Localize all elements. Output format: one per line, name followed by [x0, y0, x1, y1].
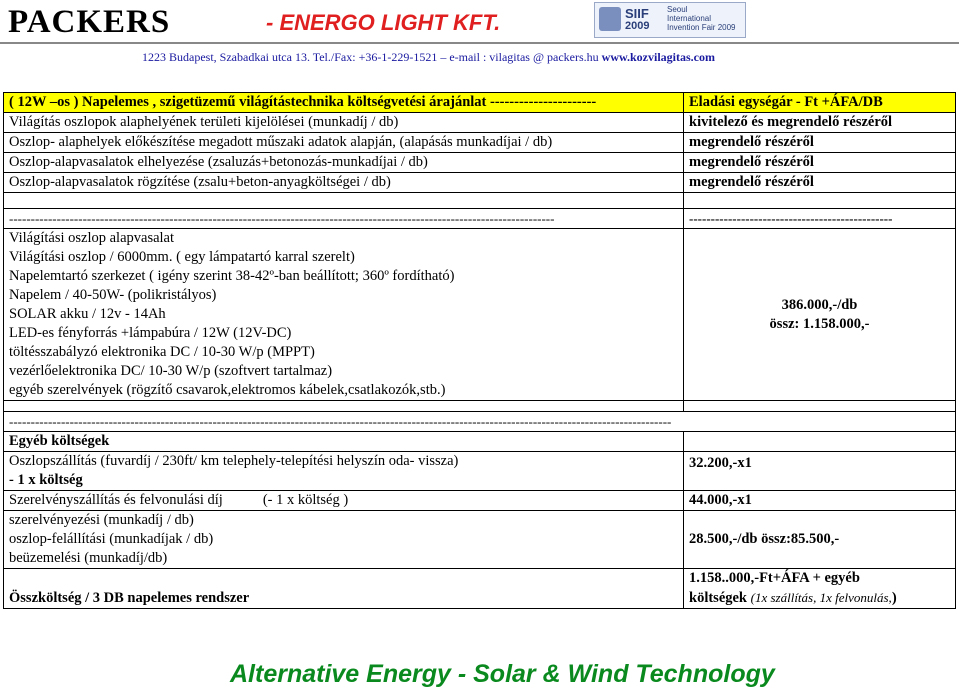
prep-desc: Oszlop-alapvasalatok elhelyezése (zsaluzás+betonozás-munkadíjai / db) [4, 153, 684, 173]
item: egyéb szerelvények (rögzítő csavarok,elektromos kábelek,csatlakozók,stb.) [9, 382, 446, 398]
item: Napelemtartó szerkezet ( igény szerint 38-42º-ban beállított; 360º fordítható) [9, 268, 455, 284]
total-row [4, 569, 956, 609]
packers-logo: PACKERS [8, 4, 171, 40]
transport-desc: Oszlopszállítás (fuvardíj / 230ft/ km telephely-telepítési helyszín oda- vissza) - 1 x költség [4, 452, 684, 491]
separator-left: ------------------------------------------------------------------------------------------------------------------------------ [4, 209, 684, 229]
contact-line: 1223 Budapest, Szabadkai utca 13. Tel./Fax: +36-1-229-1521 – e-mail : vilagitas @ packers.hu www.kozvilagitas.com [142, 50, 715, 64]
prep-responsible: megrendelő részéről [684, 133, 956, 153]
spacer-row [4, 193, 956, 209]
prep-responsible: megrendelő részéről [684, 173, 956, 193]
assembly-price: 44.000,-x1 [684, 491, 956, 511]
title-row [4, 93, 956, 113]
item: Napelem / 40-50W- (polikristályos) [9, 287, 217, 303]
header-divider [0, 42, 959, 44]
website-link[interactable]: www.kozvilagitas.com [601, 50, 715, 64]
fair-emblem-icon [599, 7, 621, 31]
footer-slogan: Alternative Energy - Solar & Wind Technology [230, 660, 775, 688]
item: Világítási oszlop / 6000mm. ( egy lámpatartó karral szerelt) [9, 249, 355, 265]
prep-desc: Oszlop- alaphelyek előkészítése megadott műszaki adatok alapján, (alapásás munkadíjai / db) [4, 133, 684, 153]
prep-desc: Oszlop-alapvasalatok rögzítése (zsalu+beton-anyagköltségei / db) [4, 173, 684, 193]
total-price: 1.158..000,-Ft+ÁFA + egyéb költségek (1x szállítás, 1x felvonulás,) [684, 569, 956, 609]
transport-row [4, 452, 956, 491]
quote-table [3, 92, 956, 609]
separator-right: ----------------------------------------------- [684, 209, 956, 229]
prep-row [4, 173, 956, 193]
separator-row [4, 209, 956, 229]
assembly-row [4, 491, 956, 511]
system-price [684, 229, 956, 401]
prep-responsible: kivitelező és megrendelő részéről [684, 113, 956, 133]
install-desc: szerelvényezési (munkadíj / db) oszlop-felállítási (munkadíjak / db) beüzemelési (munkadíj/db) [4, 511, 684, 569]
company-name: - ENERGO LIGHT KFT. [266, 10, 501, 35]
spacer-row [4, 401, 956, 412]
fair-code: SIIF [625, 6, 649, 21]
fair-year: 2009 [625, 20, 650, 32]
transport-price: 32.200,-x1 [684, 452, 956, 491]
other-costs-title: Egyéb költségek [4, 432, 684, 452]
quote-title: ( 12W –os ) Napelemes , szigetüzemű világítástechnika költségvetési árajánlat ---------------------- [4, 93, 684, 113]
item: SOLAR akku / 12v - 14Ah [9, 306, 166, 322]
price-per-unit: 386.000,-/db [781, 296, 858, 313]
install-price: 28.500,-/db össz:85.500,- [684, 511, 956, 569]
item-list [4, 229, 684, 401]
separator-full-row [4, 412, 956, 432]
assembly-desc: Szerelvényszállítás és felvonulási díj (- 1 x költség ) [4, 491, 684, 511]
fair-text: Seoul International Invention Fair 2009 [667, 5, 736, 32]
prep-row [4, 153, 956, 173]
prep-responsible: megrendelő részéről [684, 153, 956, 173]
item: LED-es fényforrás +lámpabúra / 12W (12V-DC) [9, 325, 292, 341]
items-row [4, 229, 956, 401]
unit-price-header: Eladási egységár - Ft +ÁFA/DB [684, 93, 956, 113]
prep-row [4, 133, 956, 153]
item: töltésszabályzó elektronika DC / 10-30 W/p (MPPT) [9, 344, 315, 360]
prep-desc: Világítás oszlopok alaphelyének területi kijelölései (munkadíj / db) [4, 113, 684, 133]
separator-full: --------------------------------------------------------------------------------------------------------------------------------------------------------- [4, 412, 956, 432]
prep-row [4, 113, 956, 133]
total-label: Összköltség / 3 DB napelemes rendszer [4, 569, 684, 609]
invention-fair-logo [594, 2, 746, 38]
item: vezérlőelektronika DC/ 10-30 W/p (szoftvert tartalmaz) [9, 363, 333, 379]
price-total: össz: 1.158.000,- [769, 315, 870, 332]
item: Világítási oszlop alapvasalat [9, 230, 175, 246]
other-costs-row [4, 432, 956, 452]
install-row [4, 511, 956, 569]
